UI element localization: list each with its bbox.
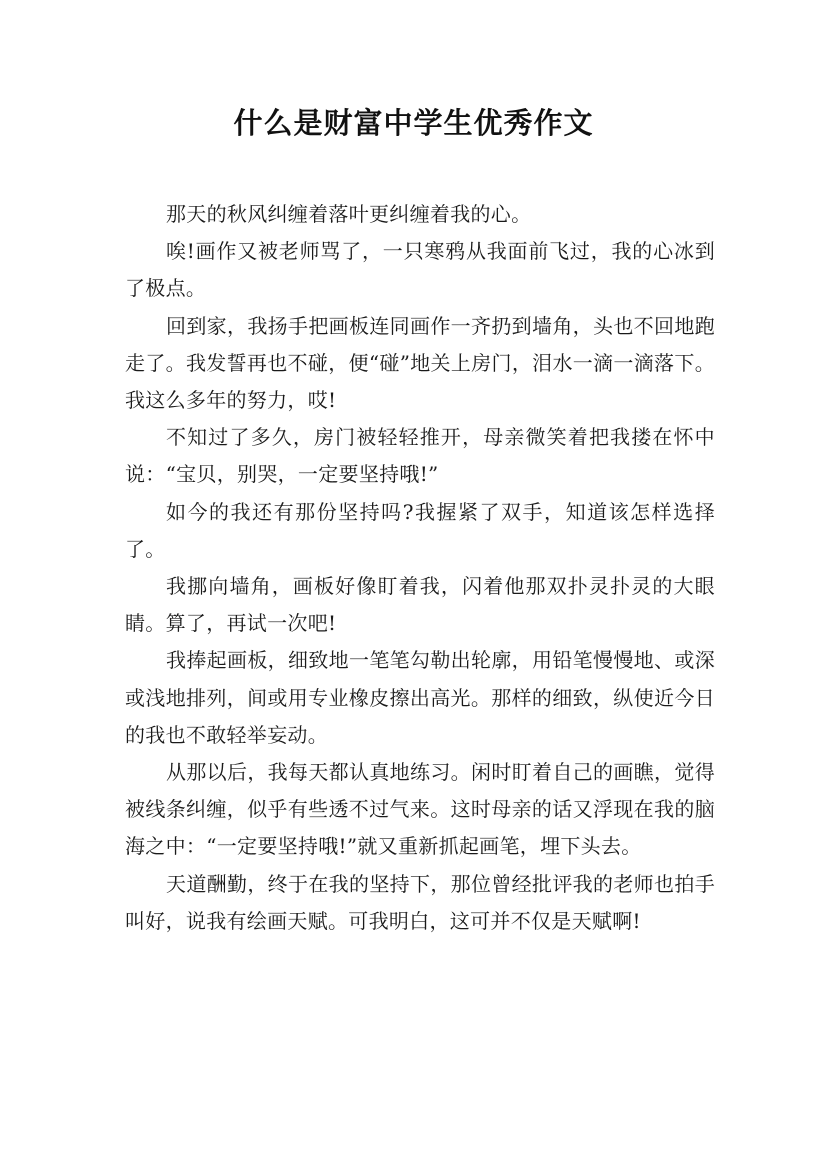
paragraph: 那天的秋风纠缠着落叶更纠缠着我的心。 <box>166 202 532 226</box>
paragraph: 我捧起画板，细致地一笔笔勾勒出轮廓，用铅笔慢慢地、或深或浅地排列，间或用专业橡皮擦出高光。那样的细致，纵使近今日的我也不敢轻举妄动。 <box>125 648 715 747</box>
paragraph: 不知过了多久，房门被轻轻推开，母亲微笑着把我搂在怀中说：“宝贝，别哭，一定要坚持哦!” <box>125 425 715 487</box>
paragraph: 天道酬勤，终于在我的坚持下，那位曾经批评我的老师也拍手叫好，说我有绘画天赋。可我明白，这可并不仅是天赋啊! <box>125 871 715 933</box>
paragraph: 从那以后，我每天都认真地练习。闲时盯着自己的画瞧，觉得被线条纠缠，似乎有些透不过气来。这时母亲的话又浮现在我的脑海之中：“一定要坚持哦!”就又重新抓起画笔，埋下头去。 <box>125 760 715 859</box>
document-title: 什么是财富中学生优秀作文 <box>233 106 594 140</box>
document-body <box>125 196 715 940</box>
paragraph: 唉!画作又被老师骂了，一只寒鸦从我面前飞过，我的心冰到了极点。 <box>125 239 715 301</box>
paragraph: 如今的我还有那份坚持吗?我握紧了双手，知道该怎样选择了。 <box>125 499 715 561</box>
paragraph: 我挪向墙角，画板好像盯着我，闪着他那双扑灵扑灵的大眼睛。算了，再试一次吧! <box>125 574 715 636</box>
paragraph: 回到家，我扬手把画板连同画作一齐扔到墙角，头也不回地跑走了。我发誓再也不碰，便“碰”地关上房门，泪水一滴一滴落下。我这么多年的努力，哎! <box>125 313 715 413</box>
